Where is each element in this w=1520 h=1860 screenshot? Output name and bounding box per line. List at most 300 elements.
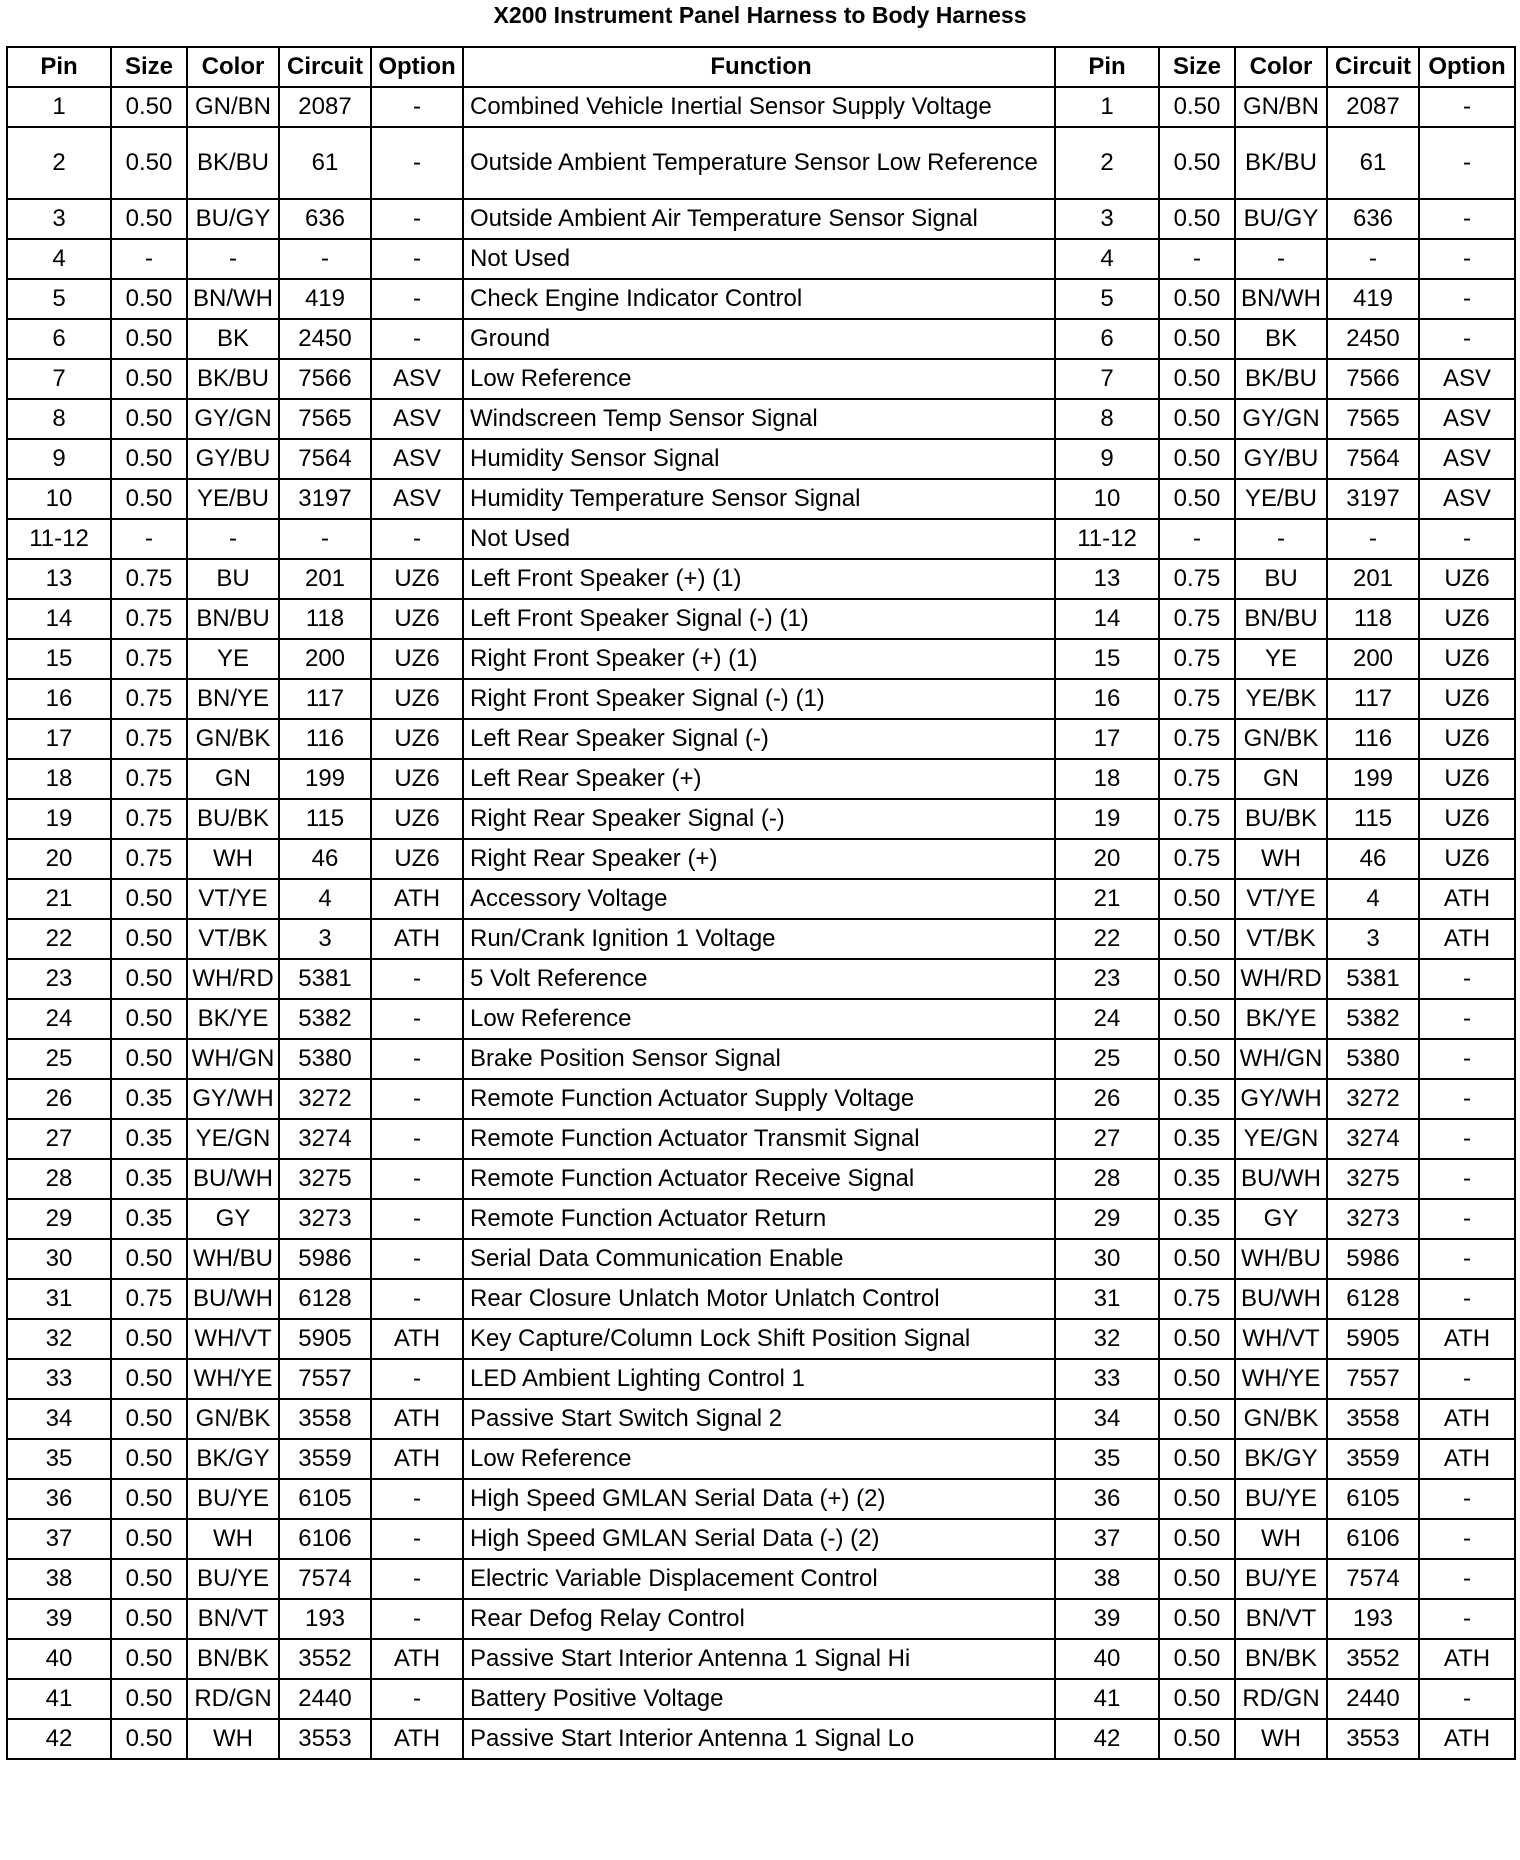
table-row: [7, 1119, 1515, 1159]
color-cell: WH/YE: [187, 1359, 279, 1399]
pin-cell: 37: [7, 1519, 111, 1559]
size-cell: 0.50: [111, 879, 187, 919]
circuit-cell-mating: 3274: [1327, 1119, 1419, 1159]
circuit-cell-mating: 419: [1327, 279, 1419, 319]
pin-cell: 4: [7, 239, 111, 279]
pin-cell-mating: 32: [1055, 1319, 1159, 1359]
color-cell-mating: WH: [1235, 1719, 1327, 1759]
table-row: [7, 199, 1515, 239]
color-cell-mating: -: [1235, 519, 1327, 559]
color-cell-mating: WH/YE: [1235, 1359, 1327, 1399]
circuit-cell: 3: [279, 919, 371, 959]
function-cell: Remote Function Actuator Return: [463, 1199, 1055, 1239]
pin-cell: 11-12: [7, 519, 111, 559]
circuit-cell: 7565: [279, 399, 371, 439]
circuit-cell: 7566: [279, 359, 371, 399]
color-cell: GY/GN: [187, 399, 279, 439]
size-cell: 0.50: [111, 359, 187, 399]
function-cell: Not Used: [463, 519, 1055, 559]
option-cell-mating: -: [1419, 1519, 1515, 1559]
page-title: X200 Instrument Panel Harness to Body Harness: [493, 2, 1027, 28]
size-cell-mating: 0.50: [1159, 199, 1235, 239]
table-row: [7, 1359, 1515, 1399]
size-cell: 0.50: [111, 279, 187, 319]
size-cell-mating: 0.50: [1159, 127, 1235, 199]
option-cell: -: [371, 319, 463, 359]
circuit-cell: 5381: [279, 959, 371, 999]
option-cell: -: [371, 999, 463, 1039]
option-cell: -: [371, 519, 463, 559]
circuit-cell: 116: [279, 719, 371, 759]
circuit-cell: 7564: [279, 439, 371, 479]
option-cell-mating: UZ6: [1419, 759, 1515, 799]
circuit-cell: 3275: [279, 1159, 371, 1199]
table-row: [7, 1239, 1515, 1279]
pin-cell: 38: [7, 1559, 111, 1599]
header-size-mating: Size: [1159, 47, 1235, 87]
size-cell-mating: 0.35: [1159, 1159, 1235, 1199]
size-cell-mating: 0.50: [1159, 359, 1235, 399]
color-cell: GN/BK: [187, 1399, 279, 1439]
option-cell: -: [371, 239, 463, 279]
function-cell: Low Reference: [463, 999, 1055, 1039]
color-cell: YE: [187, 639, 279, 679]
circuit-cell-mating: 201: [1327, 559, 1419, 599]
table-row: [7, 127, 1515, 199]
color-cell: BK: [187, 319, 279, 359]
size-cell-mating: 0.75: [1159, 759, 1235, 799]
size-cell-mating: 0.50: [1159, 1719, 1235, 1759]
pin-cell-mating: 1: [1055, 87, 1159, 127]
table-row: [7, 239, 1515, 279]
option-cell: -: [371, 1239, 463, 1279]
table-row: [7, 1079, 1515, 1119]
color-cell: BU/YE: [187, 1479, 279, 1519]
header-color-mating: Color: [1235, 47, 1327, 87]
color-cell-mating: YE/BK: [1235, 679, 1327, 719]
color-cell: YE/GN: [187, 1119, 279, 1159]
table-row: [7, 1439, 1515, 1479]
circuit-cell-mating: 6105: [1327, 1479, 1419, 1519]
option-cell: UZ6: [371, 559, 463, 599]
table-row: [7, 279, 1515, 319]
pin-cell-mating: 28: [1055, 1159, 1159, 1199]
color-cell-mating: BU: [1235, 559, 1327, 599]
pin-cell-mating: 27: [1055, 1119, 1159, 1159]
pin-cell: 3: [7, 199, 111, 239]
function-cell: Check Engine Indicator Control: [463, 279, 1055, 319]
color-cell: WH: [187, 1719, 279, 1759]
pin-cell: 13: [7, 559, 111, 599]
pin-cell-mating: 38: [1055, 1559, 1159, 1599]
size-cell-mating: 0.75: [1159, 839, 1235, 879]
circuit-cell: 636: [279, 199, 371, 239]
pin-cell-mating: 35: [1055, 1439, 1159, 1479]
pin-cell: 32: [7, 1319, 111, 1359]
circuit-cell-mating: 61: [1327, 127, 1419, 199]
option-cell-mating: ATH: [1419, 879, 1515, 919]
pin-cell: 1: [7, 87, 111, 127]
circuit-cell: 118: [279, 599, 371, 639]
option-cell: ASV: [371, 479, 463, 519]
color-cell-mating: WH: [1235, 839, 1327, 879]
circuit-cell-mating: 5905: [1327, 1319, 1419, 1359]
size-cell: 0.50: [111, 1439, 187, 1479]
pin-cell-mating: 29: [1055, 1199, 1159, 1239]
table-row: [7, 1679, 1515, 1719]
option-cell-mating: UZ6: [1419, 559, 1515, 599]
color-cell: BU: [187, 559, 279, 599]
table-row: [7, 719, 1515, 759]
option-cell-mating: -: [1419, 319, 1515, 359]
pin-cell-mating: 4: [1055, 239, 1159, 279]
color-cell-mating: BN/VT: [1235, 1599, 1327, 1639]
color-cell-mating: VT/YE: [1235, 879, 1327, 919]
function-cell: Left Rear Speaker (+): [463, 759, 1055, 799]
pin-cell: 36: [7, 1479, 111, 1519]
pin-cell-mating: 21: [1055, 879, 1159, 919]
pin-cell-mating: 26: [1055, 1079, 1159, 1119]
color-cell-mating: GN/BN: [1235, 87, 1327, 127]
option-cell-mating: -: [1419, 1199, 1515, 1239]
pin-cell: 35: [7, 1439, 111, 1479]
function-cell: Left Front Speaker Signal (-) (1): [463, 599, 1055, 639]
color-cell: WH/GN: [187, 1039, 279, 1079]
size-cell-mating: 0.50: [1159, 319, 1235, 359]
pin-cell: 39: [7, 1599, 111, 1639]
size-cell: 0.50: [111, 399, 187, 439]
circuit-cell: -: [279, 239, 371, 279]
pin-cell: 2: [7, 127, 111, 199]
table-row: [7, 1399, 1515, 1439]
color-cell: VT/BK: [187, 919, 279, 959]
color-cell-mating: GN/BK: [1235, 719, 1327, 759]
function-cell: Remote Function Actuator Supply Voltage: [463, 1079, 1055, 1119]
function-cell: Accessory Voltage: [463, 879, 1055, 919]
pin-cell-mating: 5: [1055, 279, 1159, 319]
option-cell: ATH: [371, 919, 463, 959]
circuit-cell: 7557: [279, 1359, 371, 1399]
table-row: [7, 759, 1515, 799]
option-cell-mating: ASV: [1419, 359, 1515, 399]
option-cell: -: [371, 1679, 463, 1719]
option-cell: UZ6: [371, 679, 463, 719]
pin-cell: 9: [7, 439, 111, 479]
pin-cell: 20: [7, 839, 111, 879]
size-cell: 0.50: [111, 1679, 187, 1719]
size-cell-mating: 0.50: [1159, 1639, 1235, 1679]
circuit-cell: 3552: [279, 1639, 371, 1679]
circuit-cell-mating: 2450: [1327, 319, 1419, 359]
circuit-cell: 4: [279, 879, 371, 919]
header-pin-mating: Pin: [1055, 47, 1159, 87]
size-cell: 0.50: [111, 127, 187, 199]
size-cell-mating: 0.35: [1159, 1119, 1235, 1159]
table-row: [7, 1599, 1515, 1639]
table-row: [7, 1319, 1515, 1359]
color-cell: WH/BU: [187, 1239, 279, 1279]
pin-cell: 17: [7, 719, 111, 759]
function-cell: Rear Defog Relay Control: [463, 1599, 1055, 1639]
pin-cell: 10: [7, 479, 111, 519]
pin-cell-mating: 18: [1055, 759, 1159, 799]
pin-cell-mating: 42: [1055, 1719, 1159, 1759]
size-cell: 0.50: [111, 199, 187, 239]
size-cell-mating: 0.75: [1159, 639, 1235, 679]
header-pin: Pin: [7, 47, 111, 87]
option-cell: ATH: [371, 1719, 463, 1759]
pin-cell-mating: 2: [1055, 127, 1159, 199]
pin-cell-mating: 13: [1055, 559, 1159, 599]
color-cell: BN/BU: [187, 599, 279, 639]
color-cell-mating: BU/WH: [1235, 1159, 1327, 1199]
function-cell: Ground: [463, 319, 1055, 359]
function-cell: Passive Start Interior Antenna 1 Signal Lo: [463, 1719, 1055, 1759]
option-cell-mating: -: [1419, 1159, 1515, 1199]
circuit-cell-mating: 199: [1327, 759, 1419, 799]
function-cell: Outside Ambient Temperature Sensor Low Reference: [463, 127, 1055, 199]
circuit-cell: 6105: [279, 1479, 371, 1519]
circuit-cell: 419: [279, 279, 371, 319]
circuit-cell-mating: 2440: [1327, 1679, 1419, 1719]
color-cell-mating: WH: [1235, 1519, 1327, 1559]
option-cell-mating: -: [1419, 999, 1515, 1039]
function-cell: Rear Closure Unlatch Motor Unlatch Control: [463, 1279, 1055, 1319]
pin-cell-mating: 37: [1055, 1519, 1159, 1559]
color-cell: GY: [187, 1199, 279, 1239]
pin-cell: 7: [7, 359, 111, 399]
size-cell: 0.50: [111, 1039, 187, 1079]
circuit-cell-mating: 3559: [1327, 1439, 1419, 1479]
connector-pinout-table: [6, 46, 1516, 1760]
color-cell: GY/WH: [187, 1079, 279, 1119]
option-cell-mating: -: [1419, 959, 1515, 999]
size-cell-mating: 0.75: [1159, 719, 1235, 759]
option-cell-mating: -: [1419, 1239, 1515, 1279]
pin-cell-mating: 41: [1055, 1679, 1159, 1719]
circuit-cell-mating: 200: [1327, 639, 1419, 679]
size-cell-mating: 0.50: [1159, 1479, 1235, 1519]
size-cell: 0.35: [111, 1079, 187, 1119]
size-cell: 0.75: [111, 639, 187, 679]
circuit-cell-mating: 7557: [1327, 1359, 1419, 1399]
header-option: Option: [371, 47, 463, 87]
color-cell-mating: BN/BU: [1235, 599, 1327, 639]
header-size: Size: [111, 47, 187, 87]
color-cell-mating: GY: [1235, 1199, 1327, 1239]
circuit-cell: 2087: [279, 87, 371, 127]
function-cell: High Speed GMLAN Serial Data (-) (2): [463, 1519, 1055, 1559]
pin-cell-mating: 22: [1055, 919, 1159, 959]
color-cell: GN/BK: [187, 719, 279, 759]
color-cell-mating: GY/WH: [1235, 1079, 1327, 1119]
option-cell: -: [371, 1519, 463, 1559]
pin-cell: 33: [7, 1359, 111, 1399]
pin-cell: 40: [7, 1639, 111, 1679]
option-cell-mating: UZ6: [1419, 599, 1515, 639]
pin-cell-mating: 14: [1055, 599, 1159, 639]
color-cell: BK/BU: [187, 359, 279, 399]
pin-cell-mating: 31: [1055, 1279, 1159, 1319]
function-cell: Brake Position Sensor Signal: [463, 1039, 1055, 1079]
color-cell-mating: YE: [1235, 639, 1327, 679]
option-cell-mating: -: [1419, 1559, 1515, 1599]
option-cell-mating: ATH: [1419, 1639, 1515, 1679]
option-cell-mating: -: [1419, 239, 1515, 279]
size-cell-mating: 0.50: [1159, 1319, 1235, 1359]
size-cell: 0.50: [111, 1639, 187, 1679]
size-cell: 0.50: [111, 1599, 187, 1639]
color-cell: BK/GY: [187, 1439, 279, 1479]
circuit-cell-mating: 3273: [1327, 1199, 1419, 1239]
option-cell: -: [371, 1199, 463, 1239]
pin-cell: 27: [7, 1119, 111, 1159]
option-cell: -: [371, 1159, 463, 1199]
color-cell: GN: [187, 759, 279, 799]
table-row: [7, 559, 1515, 599]
header-color: Color: [187, 47, 279, 87]
table-row: [7, 1639, 1515, 1679]
circuit-cell-mating: -: [1327, 239, 1419, 279]
table-row: [7, 919, 1515, 959]
pin-cell: 30: [7, 1239, 111, 1279]
size-cell-mating: 0.50: [1159, 399, 1235, 439]
color-cell-mating: BK: [1235, 319, 1327, 359]
color-cell-mating: BN/WH: [1235, 279, 1327, 319]
option-cell-mating: ASV: [1419, 439, 1515, 479]
option-cell: UZ6: [371, 719, 463, 759]
circuit-cell: 5380: [279, 1039, 371, 1079]
pin-cell: 28: [7, 1159, 111, 1199]
color-cell: -: [187, 239, 279, 279]
color-cell: YE/BU: [187, 479, 279, 519]
circuit-cell: 3553: [279, 1719, 371, 1759]
circuit-cell-mating: 3: [1327, 919, 1419, 959]
function-cell: Outside Ambient Air Temperature Sensor Signal: [463, 199, 1055, 239]
table-row: [7, 439, 1515, 479]
pin-cell-mating: 25: [1055, 1039, 1159, 1079]
pin-cell-mating: 30: [1055, 1239, 1159, 1279]
pin-cell-mating: 19: [1055, 799, 1159, 839]
circuit-cell: 115: [279, 799, 371, 839]
size-cell-mating: 0.50: [1159, 479, 1235, 519]
function-cell: Right Front Speaker Signal (-) (1): [463, 679, 1055, 719]
size-cell-mating: 0.50: [1159, 1679, 1235, 1719]
option-cell-mating: UZ6: [1419, 839, 1515, 879]
table-row: [7, 519, 1515, 559]
table-row: [7, 359, 1515, 399]
color-cell-mating: WH/RD: [1235, 959, 1327, 999]
option-cell-mating: ATH: [1419, 1399, 1515, 1439]
table-row: [7, 679, 1515, 719]
option-cell: -: [371, 87, 463, 127]
size-cell-mating: 0.50: [1159, 879, 1235, 919]
function-cell: Not Used: [463, 239, 1055, 279]
color-cell: BK/YE: [187, 999, 279, 1039]
option-cell: -: [371, 199, 463, 239]
circuit-cell: 199: [279, 759, 371, 799]
size-cell-mating: 0.50: [1159, 87, 1235, 127]
circuit-cell-mating: 3272: [1327, 1079, 1419, 1119]
size-cell: 0.50: [111, 439, 187, 479]
circuit-cell-mating: 7574: [1327, 1559, 1419, 1599]
pin-cell: 24: [7, 999, 111, 1039]
color-cell: BU/YE: [187, 1559, 279, 1599]
circuit-cell: 3558: [279, 1399, 371, 1439]
size-cell-mating: 0.50: [1159, 1239, 1235, 1279]
function-cell: Right Front Speaker (+) (1): [463, 639, 1055, 679]
color-cell: -: [187, 519, 279, 559]
function-cell: Run/Crank Ignition 1 Voltage: [463, 919, 1055, 959]
circuit-cell: 3273: [279, 1199, 371, 1239]
option-cell-mating: -: [1419, 87, 1515, 127]
color-cell-mating: WH/BU: [1235, 1239, 1327, 1279]
color-cell-mating: VT/BK: [1235, 919, 1327, 959]
circuit-cell: 3274: [279, 1119, 371, 1159]
color-cell: BN/VT: [187, 1599, 279, 1639]
size-cell-mating: 0.75: [1159, 559, 1235, 599]
circuit-cell-mating: 3197: [1327, 479, 1419, 519]
pin-cell: 34: [7, 1399, 111, 1439]
pin-cell-mating: 17: [1055, 719, 1159, 759]
pin-cell-mating: 7: [1055, 359, 1159, 399]
pin-cell: 5: [7, 279, 111, 319]
header-option-mating: Option: [1419, 47, 1515, 87]
function-cell: Right Rear Speaker Signal (-): [463, 799, 1055, 839]
option-cell-mating: -: [1419, 1279, 1515, 1319]
circuit-cell: 2440: [279, 1679, 371, 1719]
circuit-cell: 7574: [279, 1559, 371, 1599]
function-cell: Humidity Temperature Sensor Signal: [463, 479, 1055, 519]
table-body: [7, 87, 1515, 1759]
option-cell: -: [371, 1559, 463, 1599]
circuit-cell: 3197: [279, 479, 371, 519]
pin-cell: 23: [7, 959, 111, 999]
function-cell: Passive Start Switch Signal 2: [463, 1399, 1055, 1439]
pin-cell-mating: 11-12: [1055, 519, 1159, 559]
color-cell-mating: BU/GY: [1235, 199, 1327, 239]
circuit-cell-mating: 7565: [1327, 399, 1419, 439]
color-cell: GY/BU: [187, 439, 279, 479]
circuit-cell-mating: 3552: [1327, 1639, 1419, 1679]
table-row: [7, 319, 1515, 359]
option-cell-mating: ATH: [1419, 1439, 1515, 1479]
circuit-cell-mating: 2087: [1327, 87, 1419, 127]
size-cell-mating: 0.50: [1159, 959, 1235, 999]
table-row: [7, 1199, 1515, 1239]
pin-cell-mating: 8: [1055, 399, 1159, 439]
circuit-cell: 5905: [279, 1319, 371, 1359]
circuit-cell-mating: 7566: [1327, 359, 1419, 399]
size-cell: 0.50: [111, 1359, 187, 1399]
size-cell-mating: 0.75: [1159, 599, 1235, 639]
size-cell-mating: 0.50: [1159, 1039, 1235, 1079]
option-cell-mating: ATH: [1419, 1719, 1515, 1759]
option-cell: ATH: [371, 879, 463, 919]
option-cell-mating: ATH: [1419, 1319, 1515, 1359]
circuit-cell: 6106: [279, 1519, 371, 1559]
color-cell: BU/BK: [187, 799, 279, 839]
option-cell: UZ6: [371, 839, 463, 879]
function-cell: Electric Variable Displacement Control: [463, 1559, 1055, 1599]
pin-cell-mating: 36: [1055, 1479, 1159, 1519]
option-cell-mating: -: [1419, 1119, 1515, 1159]
table-row: [7, 87, 1515, 127]
color-cell-mating: BU/BK: [1235, 799, 1327, 839]
color-cell: BN/YE: [187, 679, 279, 719]
option-cell-mating: -: [1419, 199, 1515, 239]
option-cell: -: [371, 1039, 463, 1079]
